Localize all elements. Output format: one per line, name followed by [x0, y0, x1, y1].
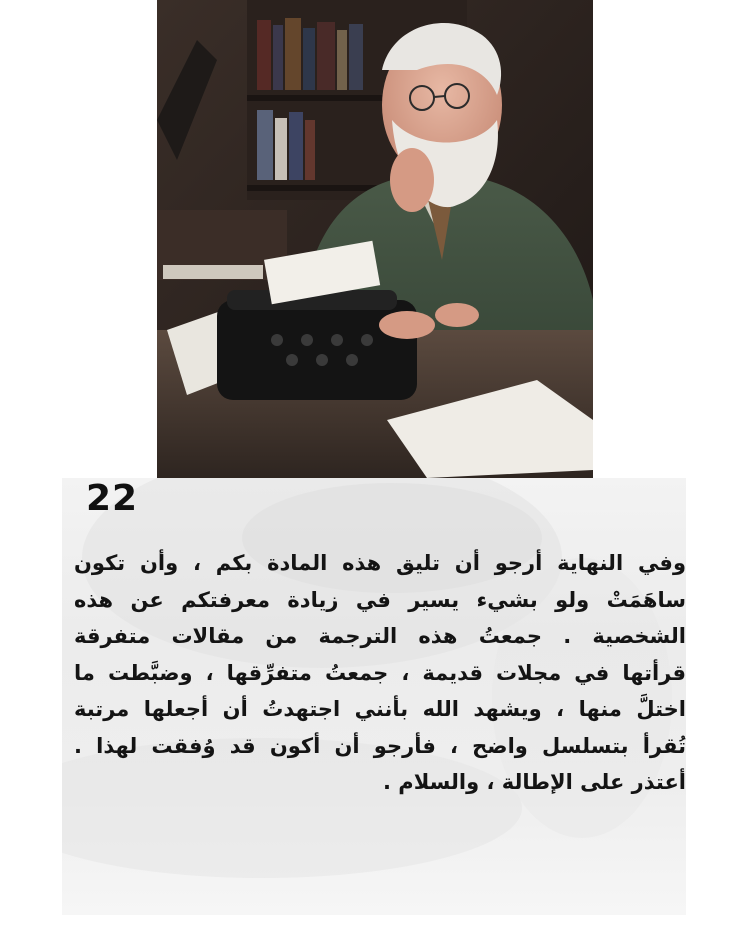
text-line: ساهَمَتْ ولو بشيء يسير في زيادة معرفتكم عن هذه — [74, 587, 686, 612]
text-line: قرأتها في مجلات قديمة ، جمعتُ متفرِّقها ، وضبَّطت ما — [74, 660, 686, 685]
body-paragraph — [74, 545, 686, 801]
photo-illustration — [157, 0, 593, 478]
text-line: تُقرأ بتسلسل واضح ، فأرجو أن أكون قد وُفقت لهذا . — [74, 733, 686, 758]
text-line: وفي النهاية أرجو أن تليق هذه المادة بكم ، وأن تكون — [74, 551, 686, 575]
portrait-photo — [157, 0, 593, 478]
text-line: الشخصية . جمعتُ هذه الترجمة من مقالات متفرقة — [74, 624, 686, 648]
text-line: أعتذر على الإطالة ، والسلام . — [383, 770, 686, 794]
text-line: اختلَّ منها ، ويشهد الله بأنني اجتهدتُ أن أجعلها مرتبة — [74, 697, 686, 721]
page-number: 22 — [86, 478, 139, 519]
